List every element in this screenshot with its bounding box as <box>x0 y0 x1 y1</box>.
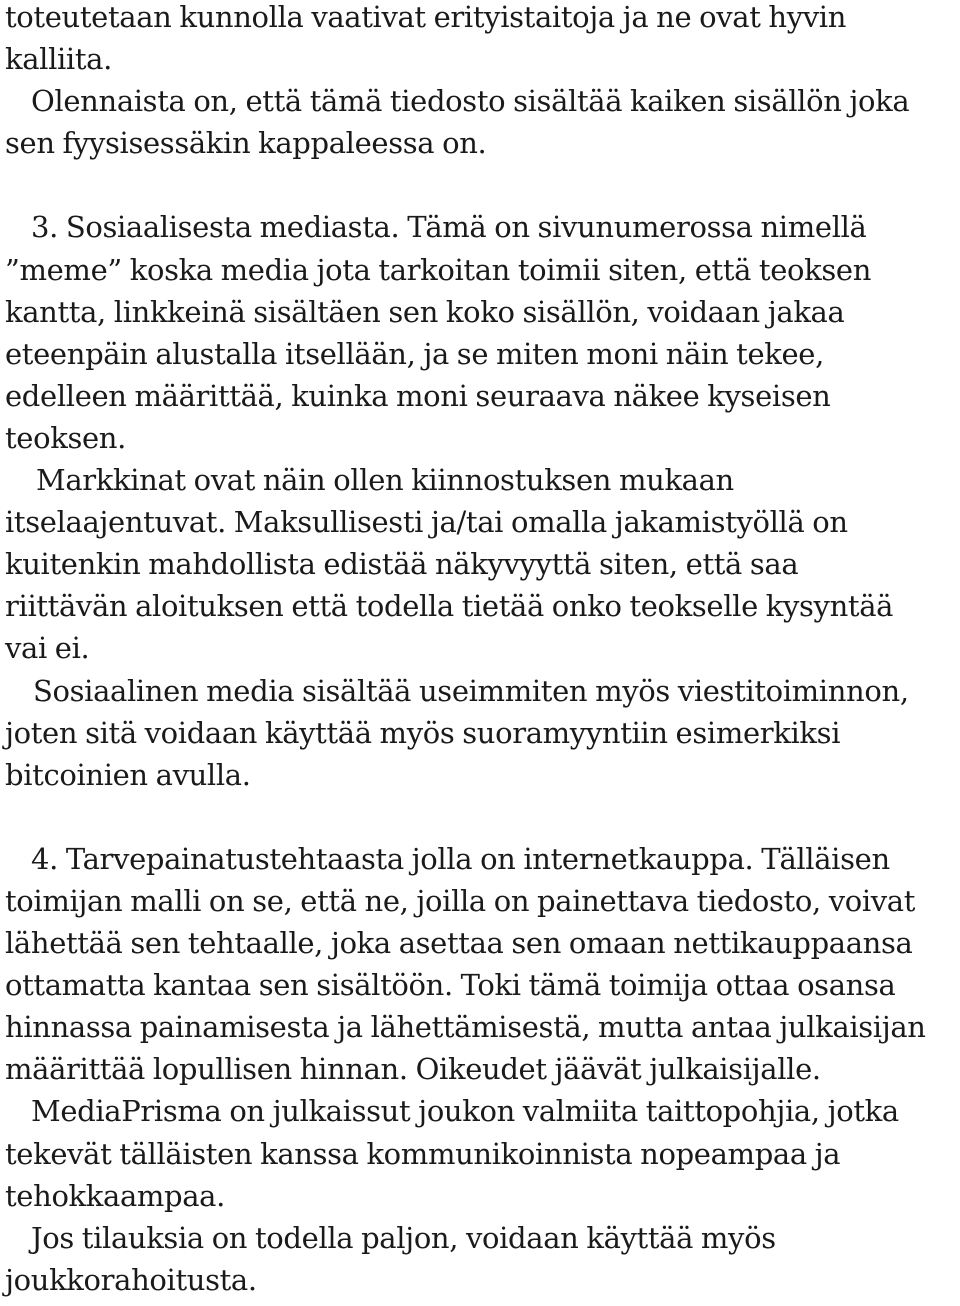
text-line-3: Olennaista on, että tämä tiedosto sisältää kaiken sisällön joka <box>31 84 910 119</box>
text-line-31: joukkorahoitusta. <box>5 1262 257 1297</box>
text-line-1: toteutetaan kunnolla vaativat erityistaitoja ja ne ovat hyvin <box>5 0 847 34</box>
text-line-8: kantta, linkkeinä sisältäen sen koko sisällön, voidaan jakaa <box>5 294 845 329</box>
text-line-28: tekevät tälläisten kanssa kommunikoinnista nopeampaa ja <box>5 1136 841 1171</box>
document-body <box>5 0 960 1301</box>
text-line-2: kalliita. <box>5 42 112 77</box>
text-line-26: määrittää lopullisen hinnan. Oikeudet jäävät julkaisijalle. <box>5 1052 821 1087</box>
text-line-10: edelleen määrittää, kuinka moni seuraava näkee kyseisen <box>5 378 831 413</box>
text-line-16: vai ei. <box>5 631 90 666</box>
section-3-heading-line: 3. Sosiaalisesta mediasta. Tämä on sivunumerossa nimellä <box>31 210 867 245</box>
text-line-12: Markkinat ovat näin ollen kiinnostuksen mukaan <box>36 463 734 498</box>
text-line-11: teoksen. <box>5 420 126 455</box>
text-line-17: Sosiaalinen media sisältää useimmiten myös viestitoiminnon, <box>33 673 909 708</box>
text-line-23: lähettää sen tehtaalle, joka asettaa sen omaan nettikauppaansa <box>5 926 913 961</box>
text-line-22: toimijan malli on se, että ne, joilla on painettava tiedosto, voivat <box>5 883 916 918</box>
text-line-30: Jos tilauksia on todella paljon, voidaan käyttää myös <box>31 1220 776 1255</box>
text-line-13: itselaajentuvat. Maksullisesti ja/tai omalla jakamistyöllä on <box>5 505 848 540</box>
text-line-24: ottamatta kantaa sen sisältöön. Toki tämä toimija ottaa osansa <box>5 968 896 1003</box>
section-4-heading-line: 4. Tarvepainatustehtaasta jolla on internetkauppa. Tälläisen <box>31 841 890 876</box>
text-line-9: eteenpäin alustalla itsellään, ja se miten moni näin tekee, <box>5 336 824 371</box>
text-line-15: riittävän aloituksen että todella tietää onko teokselle kysyntää <box>5 589 894 624</box>
text-line-4: sen fyysisessäkin kappaleessa on. <box>5 126 487 161</box>
text-line-19: bitcoinien avulla. <box>5 757 251 792</box>
blank-line <box>5 796 960 838</box>
blank-line <box>5 164 960 206</box>
text-line-18: joten sitä voidaan käyttää myös suoramyyntiin esimerkiksi <box>5 715 841 750</box>
text-line-14: kuitenkin mahdollista edistää näkyvyyttä siten, että saa <box>5 547 799 582</box>
text-line-27: MediaPrisma on julkaissut joukon valmiita taittopohjia, jotka <box>31 1094 899 1129</box>
text-line-29: tehokkaampaa. <box>5 1178 225 1213</box>
text-line-7: ”meme” koska media jota tarkoitan toimii siten, että teoksen <box>5 252 872 287</box>
text-line-25: hinnassa painamisesta ja lähettämisestä, mutta antaa julkaisijan <box>5 1010 926 1045</box>
